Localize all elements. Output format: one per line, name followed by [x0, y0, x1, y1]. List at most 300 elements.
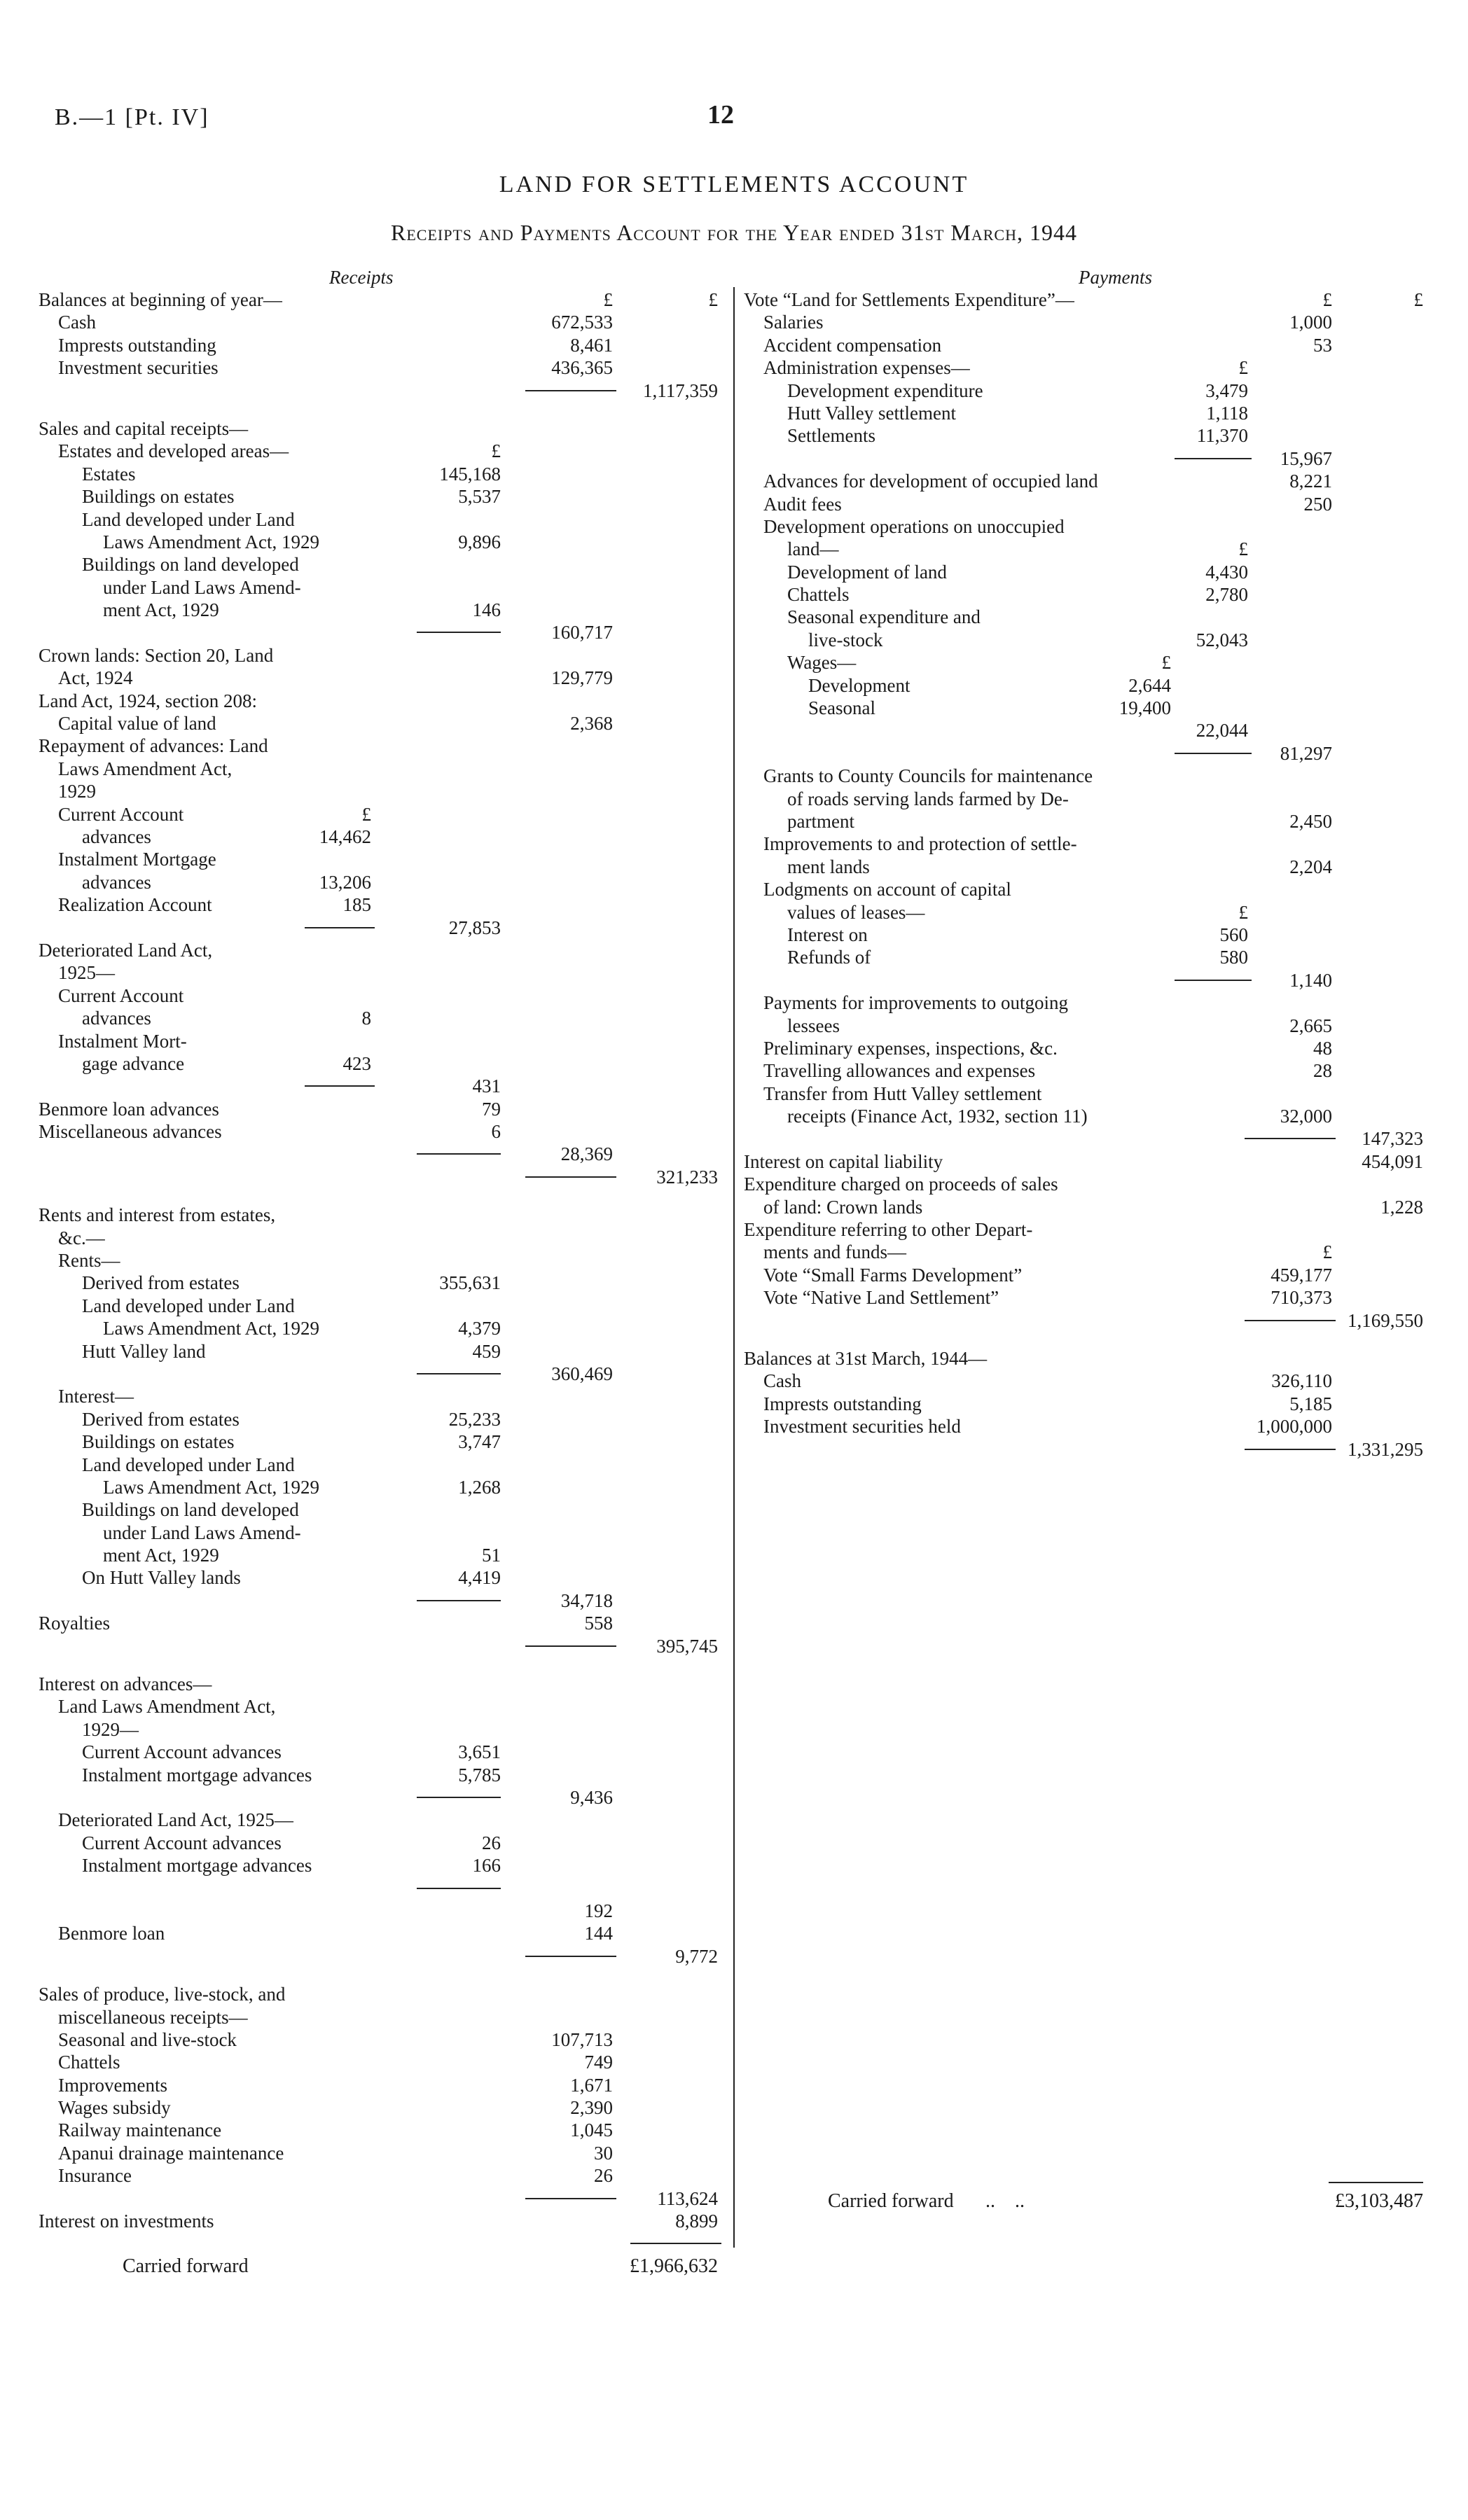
ledger-row: [39, 485, 728, 508]
item-label: values of leases—: [787, 901, 925, 923]
amount-c4: 1,331,295: [1348, 1438, 1423, 1460]
ledger-row: [39, 599, 728, 621]
ledger-row: [39, 621, 728, 643]
amount-c2: 3,479: [1205, 380, 1248, 401]
ledger-row: [39, 2051, 728, 2073]
item-label: Interest on investments: [39, 2211, 214, 2232]
ledger-row: [744, 833, 1434, 855]
column-divider: [733, 287, 735, 2248]
amount-c4: 1,169,550: [1348, 1309, 1423, 1331]
ledger-row: [39, 690, 728, 712]
ledger-row: [744, 969, 1434, 991]
ledger-row: [39, 2187, 728, 2210]
subtotal-rule: [525, 1645, 616, 1647]
item-label: Miscellaneous advances: [39, 1121, 222, 1143]
item-label: Development operations on unoccupied: [763, 515, 1065, 537]
ledger-row: [39, 576, 728, 599]
item-label: Current Account advances: [82, 1832, 282, 1853]
subtotal-rule: [525, 390, 616, 391]
item-label: Instalment Mortgage: [58, 849, 216, 870]
ledger-row: [744, 1347, 1434, 1370]
ledger-row: [744, 493, 1434, 515]
subtotal-rule: [305, 927, 375, 928]
ledger-row: [744, 765, 1434, 787]
amount-c2: 6: [491, 1121, 501, 1143]
ledger-row: [39, 803, 728, 826]
item-label: Imprests outstanding: [58, 334, 216, 356]
item-label: Grants to County Councils for maintenance: [763, 765, 1093, 787]
amount-c3: 8,221: [1289, 471, 1332, 492]
ledger-row: [744, 1196, 1434, 1218]
item-label: Imprests outstanding: [763, 1393, 922, 1414]
carried-forward-label: Carried forward: [828, 2190, 954, 2212]
ledger-row: [744, 1105, 1434, 1127]
item-label: Accident compensation: [763, 334, 942, 356]
ledger-row: [744, 1083, 1434, 1105]
item-label: gage advance: [82, 1052, 185, 1074]
ledger-row: [744, 402, 1434, 424]
item-label: receipts (Finance Act, 1932, section 11): [787, 1106, 1088, 1127]
ledger-row: [39, 1272, 728, 1294]
ledger-row: [39, 2142, 728, 2164]
amount-c4: £1,966,632: [630, 2255, 718, 2277]
ledger-row: [744, 356, 1434, 379]
amount-c2: 146: [472, 599, 501, 621]
item-label: Expenditure referring to other Depart-: [744, 1219, 1033, 1241]
item-label: under Land Laws Amend-: [103, 576, 301, 598]
amount-c3: 2,450: [1289, 810, 1332, 832]
item-label: Preliminary expenses, inspections, &c.: [763, 1037, 1058, 1059]
amount-c3: 160,717: [551, 622, 613, 643]
ledger-row: [39, 1430, 728, 1453]
ledger-row: [744, 1309, 1434, 1332]
amount-c2: 1,118: [1206, 402, 1248, 424]
ledger-row: [39, 1166, 728, 1188]
item-label: Cash: [763, 1370, 801, 1392]
item-label: Derived from estates: [82, 1272, 240, 1294]
amount-c2: 22,044: [1196, 720, 1248, 742]
item-label: Crown lands: Section 20, Land: [39, 644, 274, 666]
item-label: On Hutt Valley lands: [82, 1567, 241, 1589]
ledger-row: [39, 311, 728, 333]
ledger-row: [39, 1454, 728, 1476]
item-label: Interest—: [58, 1386, 134, 1407]
item-label: Instalment mortgage advances: [82, 1764, 312, 1785]
amount-c3: 558: [584, 1613, 613, 1634]
item-label: Salaries: [763, 312, 824, 333]
ledger-row: [39, 1589, 728, 1612]
amount-c4: 395,745: [656, 1635, 718, 1657]
item-label: Estates: [82, 463, 136, 485]
item-label: Interest on: [787, 924, 868, 945]
item-label: land—: [787, 538, 839, 560]
subtotal-rule: [525, 1956, 616, 1957]
item-label: advances: [82, 826, 151, 847]
item-label: Refunds of: [787, 947, 871, 968]
ledger-row: [39, 1143, 728, 1165]
item-label: Deteriorated Land Act,: [39, 939, 213, 961]
subtotal-rule: [417, 1373, 501, 1374]
subtotal-rule: [1245, 1449, 1336, 1450]
amount-c2: £: [1238, 357, 1248, 379]
ledger-row: [39, 848, 728, 870]
ledger-row: [744, 538, 1434, 560]
item-label: of roads serving lands farmed by De-: [787, 788, 1069, 809]
ledger-row: [744, 719, 1434, 742]
ledger-row: [39, 2096, 728, 2119]
item-label: Land developed under Land: [82, 1295, 295, 1316]
amount-c3: 192: [584, 1900, 613, 1921]
ledger-row: [39, 1900, 728, 1922]
subtotal-rule: [525, 1176, 616, 1178]
ledger-row: [39, 440, 728, 462]
item-label: Laws Amendment Act, 1929: [103, 1476, 319, 1498]
page-subtitle: Receipts and Payments Account for the Year ended 31st March, 1944: [391, 220, 1077, 245]
amount-c2: 1,268: [458, 1476, 501, 1498]
ledger-row: [39, 667, 728, 689]
ledger-row: [39, 2006, 728, 2028]
payments-heading: Payments: [1079, 267, 1152, 288]
amount-c2: 3,747: [458, 1431, 501, 1453]
amount-c4: 8,899: [675, 2211, 718, 2232]
amount-c4: £: [708, 289, 718, 310]
amount-c3: 107,713: [551, 2028, 613, 2050]
amount-c3: 1,671: [570, 2074, 613, 2096]
ledger-row: [744, 606, 1434, 628]
subtotal-rule: [1175, 753, 1252, 754]
item-label: Vote “Small Farms Development”: [763, 1264, 1023, 1286]
item-label: Administration expenses—: [763, 357, 970, 379]
item-label: Payments for improvements to outgoing: [763, 992, 1068, 1014]
ledger-row: [744, 1370, 1434, 1392]
ledger-row: [39, 1363, 728, 1385]
item-label: Improvements: [58, 2074, 167, 2096]
subtotal-rule: [1245, 1320, 1336, 1321]
ledger-row: [744, 946, 1434, 968]
amount-c4: £: [1413, 289, 1423, 310]
ledger-row: [39, 758, 728, 780]
ledger-row: [39, 288, 728, 311]
item-label: Buildings on land developed: [82, 1499, 299, 1521]
item-label: Balances at beginning of year—: [39, 289, 282, 310]
ledger-row: [39, 1098, 728, 1120]
amount-c3: 81,297: [1280, 742, 1332, 764]
amount-c2: 3,651: [458, 1741, 501, 1763]
item-label: 1929: [58, 781, 96, 802]
item-label: Sales and capital receipts—: [39, 417, 249, 439]
item-label: Buildings on land developed: [82, 554, 299, 576]
amount-c3: 34,718: [560, 1589, 613, 1611]
ledger-row: [39, 871, 728, 893]
ledger-row: [744, 1150, 1434, 1173]
ledger-row: [39, 1809, 728, 1831]
amount-c4: 321,233: [656, 1166, 718, 1188]
item-label: Rents—: [58, 1250, 120, 1272]
item-label: Wages—: [787, 652, 857, 674]
ledger-row: [744, 561, 1434, 583]
item-label: Insurance: [58, 2165, 132, 2187]
item-label: Development expenditure: [787, 380, 983, 401]
ledger-row: [744, 674, 1434, 697]
amount-c3: 32,000: [1280, 1106, 1332, 1127]
ledger-row: [744, 856, 1434, 878]
ledger-row: [39, 1317, 728, 1339]
subtotal-rule: [1175, 980, 1252, 981]
ledger-row: [39, 1295, 728, 1317]
ledger-row: [39, 1786, 728, 1809]
ledger-row: [39, 2119, 728, 2141]
item-label: ment Act, 1929: [103, 599, 219, 621]
ledger-row: [39, 417, 728, 440]
ledger-row: [744, 1264, 1434, 1286]
amount-c3: 30: [594, 2142, 613, 2164]
ledger-row: [39, 1764, 728, 1786]
subtotal-rule: [417, 1153, 501, 1155]
ledger-row: [744, 1286, 1434, 1309]
ledger-row: [744, 788, 1434, 810]
item-label: Act, 1924: [58, 667, 133, 689]
item-label: Transfer from Hutt Valley settlement: [763, 1083, 1042, 1104]
ledger-row: [39, 1718, 728, 1741]
item-label: Vote “Land for Settlements Expenditure”—: [744, 289, 1074, 310]
amount-c3: £: [603, 289, 613, 310]
ledger-row: [744, 629, 1434, 651]
item-label: Realization Account: [58, 894, 212, 916]
amount-c4: 147,323: [1362, 1128, 1423, 1150]
amount-c2: 166: [472, 1855, 501, 1877]
ledger-row: [744, 1015, 1434, 1037]
amount-c2: 2,780: [1205, 584, 1248, 606]
item-label: Hutt Valley land: [82, 1340, 206, 1362]
ledger-row: [744, 1218, 1434, 1241]
ledger-row: [39, 1612, 728, 1634]
item-label: Rents and interest from estates,: [39, 1204, 276, 1226]
amount-c4: 454,091: [1362, 1150, 1423, 1172]
ledger-row: [39, 1204, 728, 1226]
item-label: Improvements to and protection of settle-: [763, 833, 1077, 855]
item-label: Land Laws Amendment Act,: [58, 1696, 276, 1718]
item-label: Laws Amendment Act, 1929: [103, 531, 319, 552]
ledger-row: [39, 735, 728, 757]
amount-c2: 27,853: [448, 917, 501, 938]
item-label: Interest on capital liability: [744, 1150, 943, 1172]
amount-c3: 1,045: [570, 2119, 613, 2141]
ledger-row: [39, 1695, 728, 1718]
item-label: Expenditure charged on proceeds of sales: [744, 1174, 1058, 1195]
item-label: Deteriorated Land Act, 1925—: [58, 1809, 293, 1831]
ledger-row: [744, 1173, 1434, 1195]
item-label: Current Account: [58, 984, 184, 1006]
ledger-row: [744, 334, 1434, 356]
ledger-row: [39, 1476, 728, 1498]
ledger-row: [744, 1037, 1434, 1059]
amount-c3: 1,000: [1289, 312, 1332, 333]
item-label: ment Act, 1929: [103, 1545, 219, 1566]
ledger-row: [39, 1408, 728, 1430]
amount-c3: 28,369: [560, 1143, 613, 1165]
amount-c2: £: [1238, 538, 1248, 560]
amount-c1: £: [1161, 652, 1171, 674]
amount-c3: 672,533: [551, 312, 613, 333]
subtotal-rule: [417, 1888, 501, 1889]
amount-c1: 2,644: [1128, 674, 1171, 696]
item-label: Investment securities held: [763, 1416, 961, 1437]
amount-c2: 560: [1219, 924, 1248, 945]
ledger-row: [39, 1922, 728, 1944]
ledger-row: [744, 901, 1434, 924]
item-label: Land developed under Land: [82, 1454, 295, 1475]
amount-c2: 51: [482, 1545, 501, 1566]
subtotal-rule: [305, 1085, 375, 1087]
ledger-row: [39, 1030, 728, 1052]
subtotal-rule: [417, 1797, 501, 1798]
amount-c3: 2,368: [570, 713, 613, 735]
amount-c3: 250: [1303, 493, 1332, 515]
subtotal-rule: [630, 2243, 721, 2244]
amount-c3: £: [1322, 289, 1332, 310]
ledger-row: [39, 917, 728, 939]
amount-c3: 710,373: [1270, 1287, 1332, 1309]
ledger-row: [39, 961, 728, 984]
amount-c3: 326,110: [1271, 1370, 1332, 1392]
ledger-row: [39, 1188, 728, 1204]
item-label: Railway maintenance: [58, 2119, 222, 2141]
ledger-row: [39, 1075, 728, 1097]
item-label: Sales of produce, live-stock, and: [39, 1984, 286, 2005]
item-label: Seasonal expenditure and: [787, 606, 981, 628]
item-label: ment lands: [787, 856, 870, 877]
amount-c4: 1,117,359: [643, 380, 718, 401]
item-label: Current Account advances: [82, 1741, 282, 1763]
ledger-row: [744, 515, 1434, 538]
amount-c2: £: [1238, 901, 1248, 923]
amount-c4: 113,624: [657, 2187, 718, 2209]
subtotal-rule: [1175, 458, 1252, 459]
item-label: Seasonal and live-stock: [58, 2028, 237, 2050]
item-label: Laws Amendment Act,: [58, 758, 233, 779]
ledger-row: [39, 1522, 728, 1544]
item-label: lessees: [787, 1015, 840, 1036]
ledger-row: [39, 984, 728, 1007]
amount-c3: 1,000,000: [1256, 1416, 1332, 1437]
ledger-row: [39, 1854, 728, 1877]
ledger-row: [39, 531, 728, 553]
item-label: Carried forward: [123, 2255, 249, 2277]
item-label: Development: [808, 674, 910, 696]
item-label: Apanui drainage maintenance: [58, 2142, 284, 2164]
item-label: Seasonal: [808, 697, 875, 719]
subtotal-rule: [1245, 1138, 1336, 1139]
amount-c2: 459: [472, 1340, 501, 1362]
ledger-row: [744, 380, 1434, 402]
amount-c3: 2,390: [570, 2097, 613, 2119]
item-label: Investment securities: [58, 357, 219, 379]
ledger-row: [744, 1059, 1434, 1082]
ledger-row: [39, 1657, 728, 1673]
ledger-row: [39, 1340, 728, 1363]
item-label: Instalment mortgage advances: [82, 1855, 312, 1877]
amount-c1: 19,400: [1119, 697, 1171, 719]
amount-c2: 5,785: [458, 1764, 501, 1785]
amount-c3: 1,140: [1289, 969, 1332, 991]
item-label: Laws Amendment Act, 1929: [103, 1318, 319, 1339]
amount-c3: 144: [584, 1923, 613, 1944]
subtotal-rule: [525, 2198, 616, 2199]
page-title: LAND FOR SETTLEMENTS ACCOUNT: [499, 172, 969, 197]
amount-c1: 13,206: [319, 871, 371, 893]
ledger-row: [39, 893, 728, 916]
amount-c3: 459,177: [1270, 1264, 1332, 1286]
ledger-row: [39, 1832, 728, 1854]
item-label: &c.—: [58, 1227, 105, 1248]
item-label: ments and funds—: [763, 1241, 906, 1263]
ledger-row: [39, 644, 728, 667]
amount-c2: 431: [472, 1075, 501, 1097]
ledger-row: [744, 447, 1434, 470]
ledger-row: [39, 2074, 728, 2096]
item-label: live-stock: [808, 629, 883, 650]
ledger-row: [39, 2028, 728, 2051]
ledger-row: [39, 712, 728, 735]
item-label: Audit fees: [763, 493, 842, 515]
item-label: partment: [787, 810, 854, 832]
item-label: Balances at 31st March, 1944—: [744, 1347, 988, 1369]
ledger-row: [744, 1127, 1434, 1150]
item-label: Wages subsidy: [58, 2097, 171, 2119]
item-label: 1929—: [82, 1718, 139, 1740]
amount-c2: 11,370: [1196, 425, 1248, 447]
ledger-row: [39, 334, 728, 356]
ledger-row: [39, 1983, 728, 2005]
amount-c3: 15,967: [1280, 447, 1332, 469]
amount-c3: 9,436: [570, 1787, 613, 1808]
item-label: Chattels: [787, 584, 850, 606]
ledger-row: [744, 742, 1434, 765]
amount-c4: 1,228: [1380, 1196, 1423, 1218]
ledger-row: [744, 311, 1434, 333]
ledger-row: [39, 380, 728, 402]
item-label: 1925—: [58, 962, 115, 984]
subtotal-rule: [417, 1600, 501, 1601]
item-label: Hutt Valley settlement: [787, 402, 956, 424]
amount-c2: 4,379: [458, 1318, 501, 1339]
ledger-row: [39, 1968, 728, 1983]
amount-c2: 145,168: [439, 463, 501, 485]
amount-c3: 749: [584, 2052, 613, 2073]
amount-c1: £: [361, 803, 371, 825]
ledger-row: [744, 583, 1434, 606]
ledger-row: [744, 991, 1434, 1014]
receipts-column: [39, 288, 728, 2278]
item-label: Buildings on estates: [82, 486, 235, 508]
amount-c2: 355,631: [439, 1272, 501, 1294]
leader-dots: .. ..: [985, 2190, 1025, 2212]
ledger-row: [744, 424, 1434, 447]
amount-c3: 129,779: [551, 667, 613, 689]
amount-c3: £: [1322, 1241, 1332, 1263]
ledger-row: [744, 878, 1434, 900]
ledger-row: [39, 1635, 728, 1657]
amount-c2: 52,043: [1196, 629, 1248, 650]
amount-c2: 26: [482, 1832, 501, 1853]
item-label: Lodgments on account of capital: [763, 879, 1011, 900]
ledger-row: [39, 1544, 728, 1566]
item-label: Development of land: [787, 561, 947, 583]
amount-c2: 79: [482, 1098, 501, 1120]
ledger-row: [39, 1498, 728, 1521]
item-label: Settlements: [787, 425, 875, 447]
amount-c3: 48: [1313, 1037, 1332, 1059]
